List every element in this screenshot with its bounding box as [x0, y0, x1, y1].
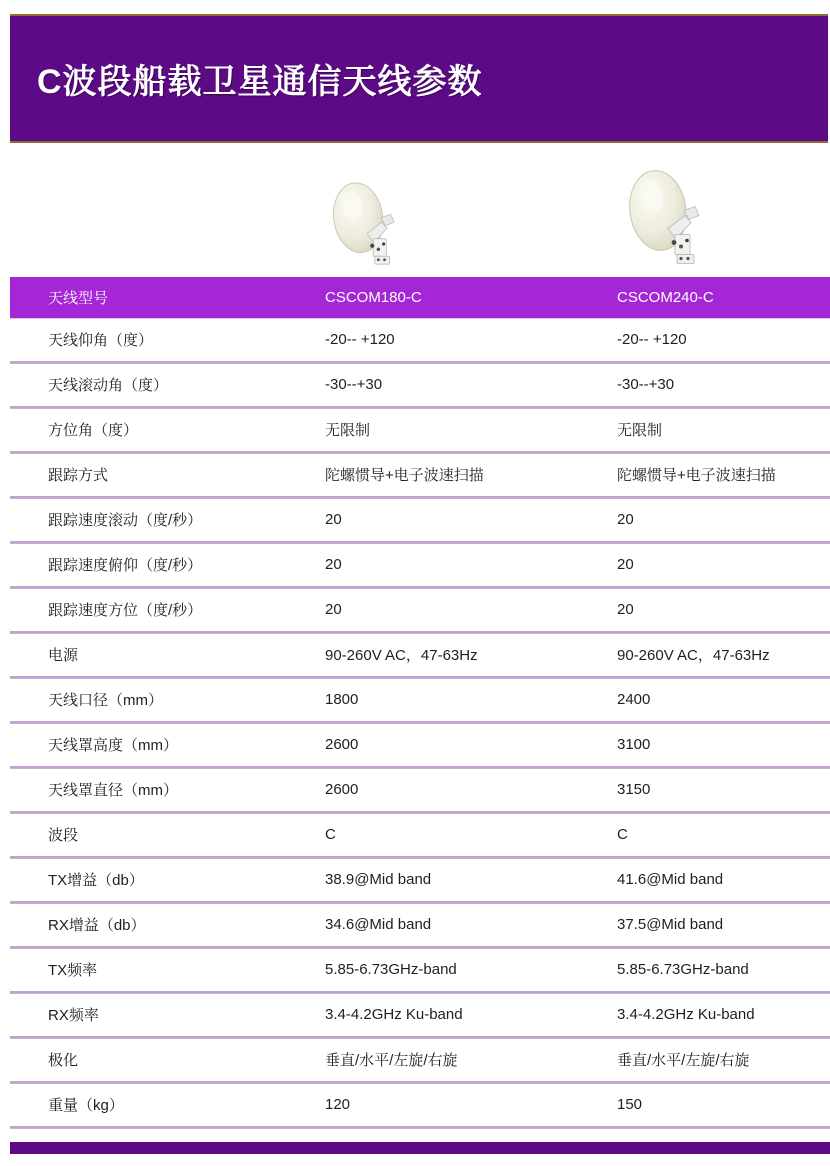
antenna-dish-image-right — [628, 166, 708, 267]
row-value-cscom180: 20 — [325, 511, 342, 528]
row-value-cscom180: 无限制 — [325, 422, 371, 439]
row-label: 波段 — [48, 827, 79, 844]
row-value-cscom180: 1800 — [325, 691, 359, 708]
row-label: 跟踪方式 — [48, 467, 109, 484]
row-value-cscom240: 20 — [617, 511, 634, 528]
row-value-cscom240: 20 — [617, 556, 634, 573]
row-label: 天线口径（mm） — [48, 692, 163, 709]
table-row — [10, 408, 830, 453]
row-label: 跟踪速度方位（度/秒） — [48, 602, 203, 619]
table-row — [10, 1038, 830, 1083]
table-row — [10, 633, 830, 678]
title-banner — [10, 14, 828, 143]
row-value-cscom180: -20-- +120 — [325, 331, 395, 348]
row-label: 天线仰角（度） — [48, 332, 154, 349]
table-row — [10, 1083, 830, 1128]
row-value-cscom180: 120 — [325, 1096, 351, 1113]
row-value-cscom240: -20-- +120 — [617, 331, 687, 348]
row-value-cscom240: 3.4-4.2GHz Ku-band — [617, 1006, 755, 1023]
row-value-cscom180: 5.85-6.73GHz-band — [325, 961, 457, 978]
row-value-cscom180: 垂直/水平/左旋/右旋 — [325, 1052, 458, 1069]
row-value-cscom240: 垂直/水平/左旋/右旋 — [617, 1052, 750, 1069]
row-value-cscom180: 38.9@Mid band — [325, 871, 432, 888]
table-row — [10, 768, 830, 813]
table-row — [10, 903, 830, 948]
row-value-cscom240: 150 — [617, 1096, 643, 1113]
table-row — [10, 498, 830, 543]
row-value-cscom240: C — [617, 826, 628, 843]
antenna-dish-image-left — [332, 178, 402, 268]
row-value-cscom240: 无限制 — [617, 422, 663, 439]
table-row — [10, 723, 830, 768]
row-value-cscom180: 2600 — [325, 781, 359, 798]
row-label: 天线罩高度（mm） — [48, 737, 178, 754]
row-value-cscom240: 90-260V AC，47-63Hz — [617, 647, 770, 664]
page-title: C波段船载卫星通信天线参数 — [37, 63, 483, 101]
row-value-cscom180: 2600 — [325, 736, 359, 753]
row-label: 跟踪速度俯仰（度/秒） — [48, 557, 203, 574]
table-row — [10, 363, 830, 408]
row-value-cscom240: 20 — [617, 601, 634, 618]
row-label: TX增益（db） — [48, 872, 144, 889]
row-label: 天线罩直径（mm） — [48, 782, 178, 799]
table-row — [10, 813, 830, 858]
row-label: 电源 — [48, 647, 79, 664]
row-value-cscom240: -30--+30 — [617, 376, 675, 393]
table-row — [10, 318, 830, 363]
row-value-cscom180: 陀螺惯导+电子波速扫描 — [325, 467, 484, 484]
row-value-cscom240: 3100 — [617, 736, 651, 753]
row-value-cscom180: 20 — [325, 601, 342, 618]
row-label: 方位角（度） — [48, 422, 139, 439]
table-row — [10, 948, 830, 993]
table-row — [10, 858, 830, 903]
table-row — [10, 588, 830, 633]
header-param-label: 天线型号 — [48, 290, 109, 307]
row-value-cscom180: C — [325, 826, 336, 843]
row-label: 天线滚动角（度） — [48, 377, 169, 394]
satellite-dish-icon — [332, 178, 402, 268]
table-row — [10, 453, 830, 498]
table-row — [10, 678, 830, 723]
row-value-cscom240: 5.85-6.73GHz-band — [617, 961, 749, 978]
row-value-cscom180: -30--+30 — [325, 376, 383, 393]
row-label: 重量（kg） — [48, 1097, 124, 1114]
row-value-cscom240: 陀螺惯导+电子波速扫描 — [617, 467, 776, 484]
header-model-cscom180: CSCOM180-C — [325, 289, 422, 306]
table-row — [10, 993, 830, 1038]
row-label: 跟踪速度滚动（度/秒） — [48, 512, 203, 529]
table-row — [10, 543, 830, 588]
header-model-cscom240: CSCOM240-C — [617, 289, 714, 306]
row-value-cscom180: 90-260V AC，47-63Hz — [325, 647, 478, 664]
row-value-cscom240: 3150 — [617, 781, 651, 798]
row-label: TX频率 — [48, 962, 98, 979]
row-value-cscom180: 20 — [325, 556, 342, 573]
spec-table — [10, 277, 830, 1128]
row-value-cscom240: 41.6@Mid band — [617, 871, 724, 888]
row-value-cscom240: 37.5@Mid band — [617, 916, 724, 933]
row-value-cscom180: 34.6@Mid band — [325, 916, 432, 933]
bottom-accent-bar — [10, 1142, 830, 1154]
row-value-cscom240: 2400 — [617, 691, 651, 708]
row-value-cscom180: 3.4-4.2GHz Ku-band — [325, 1006, 463, 1023]
row-label: RX频率 — [48, 1007, 99, 1024]
satellite-dish-icon — [628, 166, 708, 267]
row-label: 极化 — [48, 1052, 79, 1069]
table-header-row — [10, 277, 830, 318]
row-label: RX增益（db） — [48, 917, 146, 934]
